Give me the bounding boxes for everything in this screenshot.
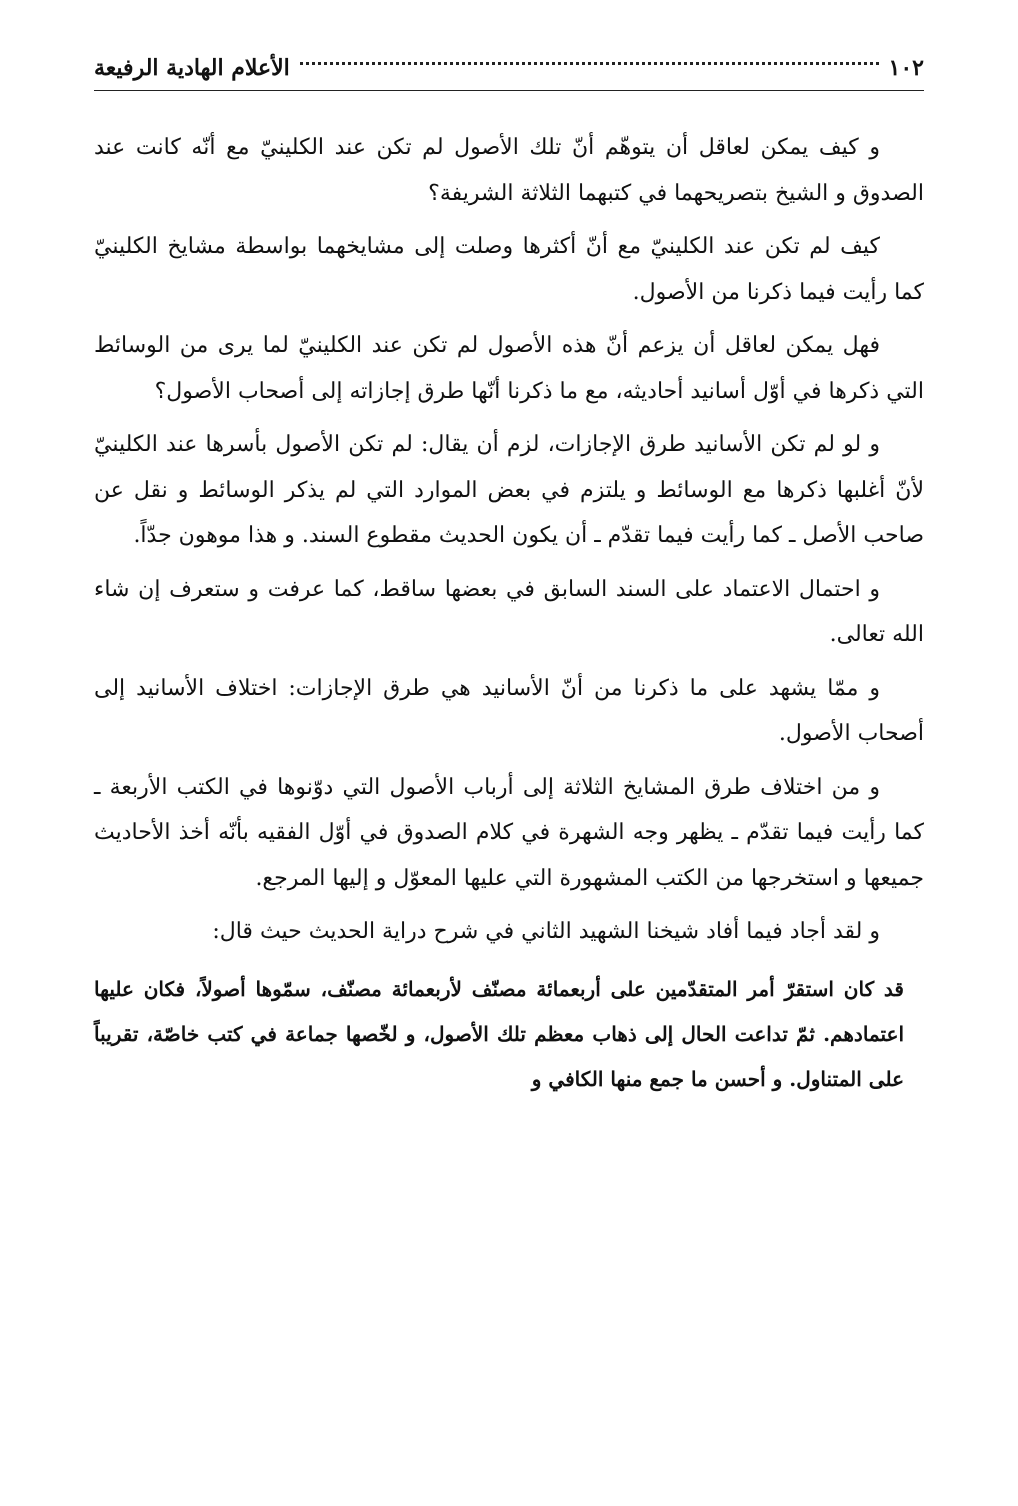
body-text — [94, 125, 924, 955]
page — [94, 46, 924, 1466]
running-header — [94, 46, 924, 90]
block-quote: قد كان استقرّ أمر المتقدّمين على أربعمائة مصنّف لأربعمائة مصنّف، سمّوها أصولاً، فكان عليها اعتمادهم. ثمّ تداعت الحال إلى ذهاب معظم تلك الأصول، و لخّصها جماعة في كتب خاصّة، تقريباً على المتناول. و أحسن ما جمع منها الكافي و — [94, 976, 904, 1091]
paragraph: و من اختلاف طرق المشايخ الثلاثة إلى أرباب الأصول التي دوّنوها في الكتب الأربعة ـ كما رأيت فيما تقدّم ـ يظهر وجه الشهرة في كلام الصدوق في أوّل الفقيه بأنّه أخذ الأحاديث جميعها و استخرجها من الكتب المشهورة التي عليها المعوّل و إليها المرجع. — [94, 774, 924, 891]
running-title: الأعلام الهادية الرفيعة — [94, 55, 290, 81]
paragraph: و احتمال الاعتماد على السند السابق في بعضها ساقط، كما عرفت و ستعرف إن شاء الله تعالى. — [94, 576, 924, 647]
header-rule — [94, 90, 924, 91]
paragraph: و ممّا يشهد على ما ذكرنا من أنّ الأسانيد هي طرق الإجازات: اختلاف الأسانيد إلى أصحاب الأصول. — [94, 675, 924, 746]
page-number: ١٠٢ — [888, 55, 924, 81]
paragraph: و لو لم تكن الأسانيد طرق الإجازات، لزم أن يقال: لم تكن الأصول بأسرها عند الكلينيّ لأنّ أغلبها ذكرها مع الوسائط و يلتزم في بعض الموارد التي لم يذكر الوسائط و نقل عن صاحب الأصل ـ كما رأيت فيما تقدّم ـ أن يكون الحديث مقطوع السند. و هذا موهون جدّاً. — [94, 432, 924, 548]
header-dot-leader — [300, 62, 879, 65]
paragraph: كيف لم تكن عند الكلينيّ مع أنّ أكثرها وصلت إلى مشايخهما بواسطة مشايخ الكلينيّ كما رأيت فيما ذكرنا من الأصول. — [94, 234, 924, 305]
paragraph: و لقد أجاد فيما أفاد شيخنا الشهيد الثاني في شرح دراية الحديث حيث قال: — [212, 919, 880, 944]
paragraph: فهل يمكن لعاقل أن يزعم أنّ هذه الأصول لم تكن عند الكلينيّ لما يرى من الوسائط التي ذكرها في أوّل أسانيد أحاديثه، مع ما ذكرنا أنّها طرق إجازاته إلى أصحاب الأصول؟ — [94, 333, 924, 404]
paragraph: و كيف يمكن لعاقل أن يتوهّم أنّ تلك الأصول لم تكن عند الكلينيّ مع أنّه كانت عند الصدوق و الشيخ بتصريحهما في كتبهما الثلاثة الشريفة؟ — [94, 135, 924, 206]
